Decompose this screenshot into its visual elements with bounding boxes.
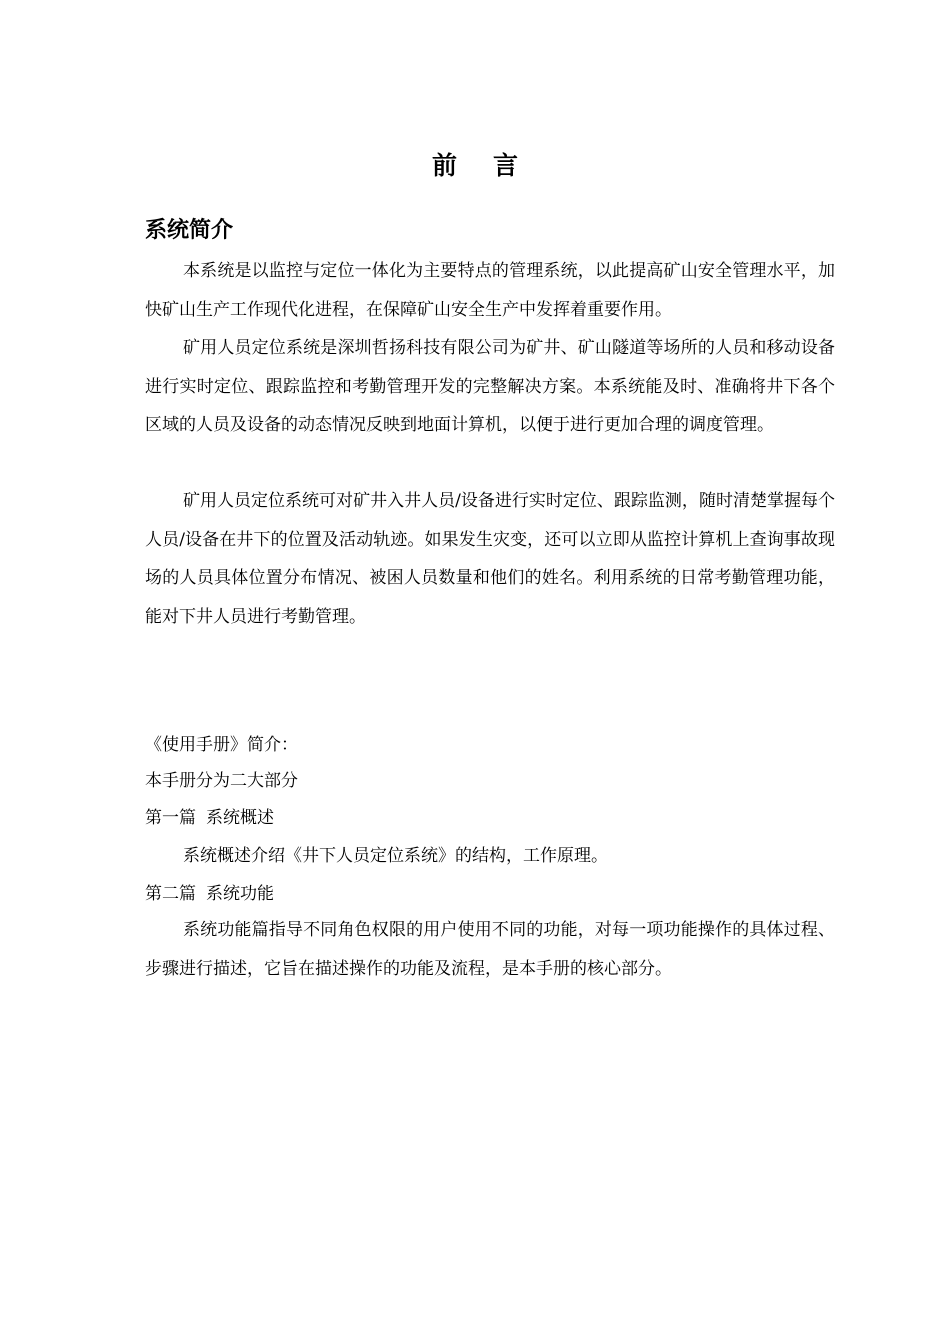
part2-heading [145,875,835,913]
section-heading-system-intro: 系统简介 [145,218,234,243]
part1-heading [145,799,835,837]
page-title [0,148,950,184]
part2-number: 第二篇 [145,884,196,904]
intro-paragraph-2: 矿用人员定位系统是深圳哲扬科技有限公司为矿井、矿山隧道等场所的人员和移动设备进行实时定位、跟踪监控和考勤管理开发的完整解决方案。本系统能及时、准确将井下各个区域的人员及设备的动态情况反映到地面计算机，以便于进行更加合理的调度管理。 [145,338,835,436]
part1-number: 第一篇 [145,808,196,828]
page-title-part2: 言 [493,151,519,180]
part1-description: 系统概述介绍《井下人员定位系统》的结构，工作原理。 [183,846,608,866]
manual-intro-heading: 《使用手册》简介： [145,735,298,755]
intro-paragraph-3: 矿用人员定位系统可对矿井入井人员/设备进行实时定位、跟踪监测，随时清楚掌握每个人员/设备在井下的位置及活动轨迹。如果发生灾变，还可以立即从监控计算机上查询事故现场的人员具体位置分布情况、被困人员数量和他们的姓名。利用系统的日常考勤管理功能，能对下井人员进行考勤管理。 [145,491,835,628]
part2-description: 系统功能篇指导不同角色权限的用户使用不同的功能，对每一项功能操作的具体过程、步骤进行描述，它旨在描述操作的功能及流程，是本手册的核心部分。 [145,920,835,979]
page-title-part1: 前 [431,151,457,180]
manual-overview-line: 本手册分为二大部分 [145,771,298,791]
part2-title: 系统功能 [206,884,274,904]
part1-title: 系统概述 [206,808,274,828]
intro-paragraph-1: 本系统是以监控与定位一体化为主要特点的管理系统，以此提高矿山安全管理水平，加快矿山生产工作现代化进程，在保障矿山安全生产中发挥着重要作用。 [145,261,835,320]
